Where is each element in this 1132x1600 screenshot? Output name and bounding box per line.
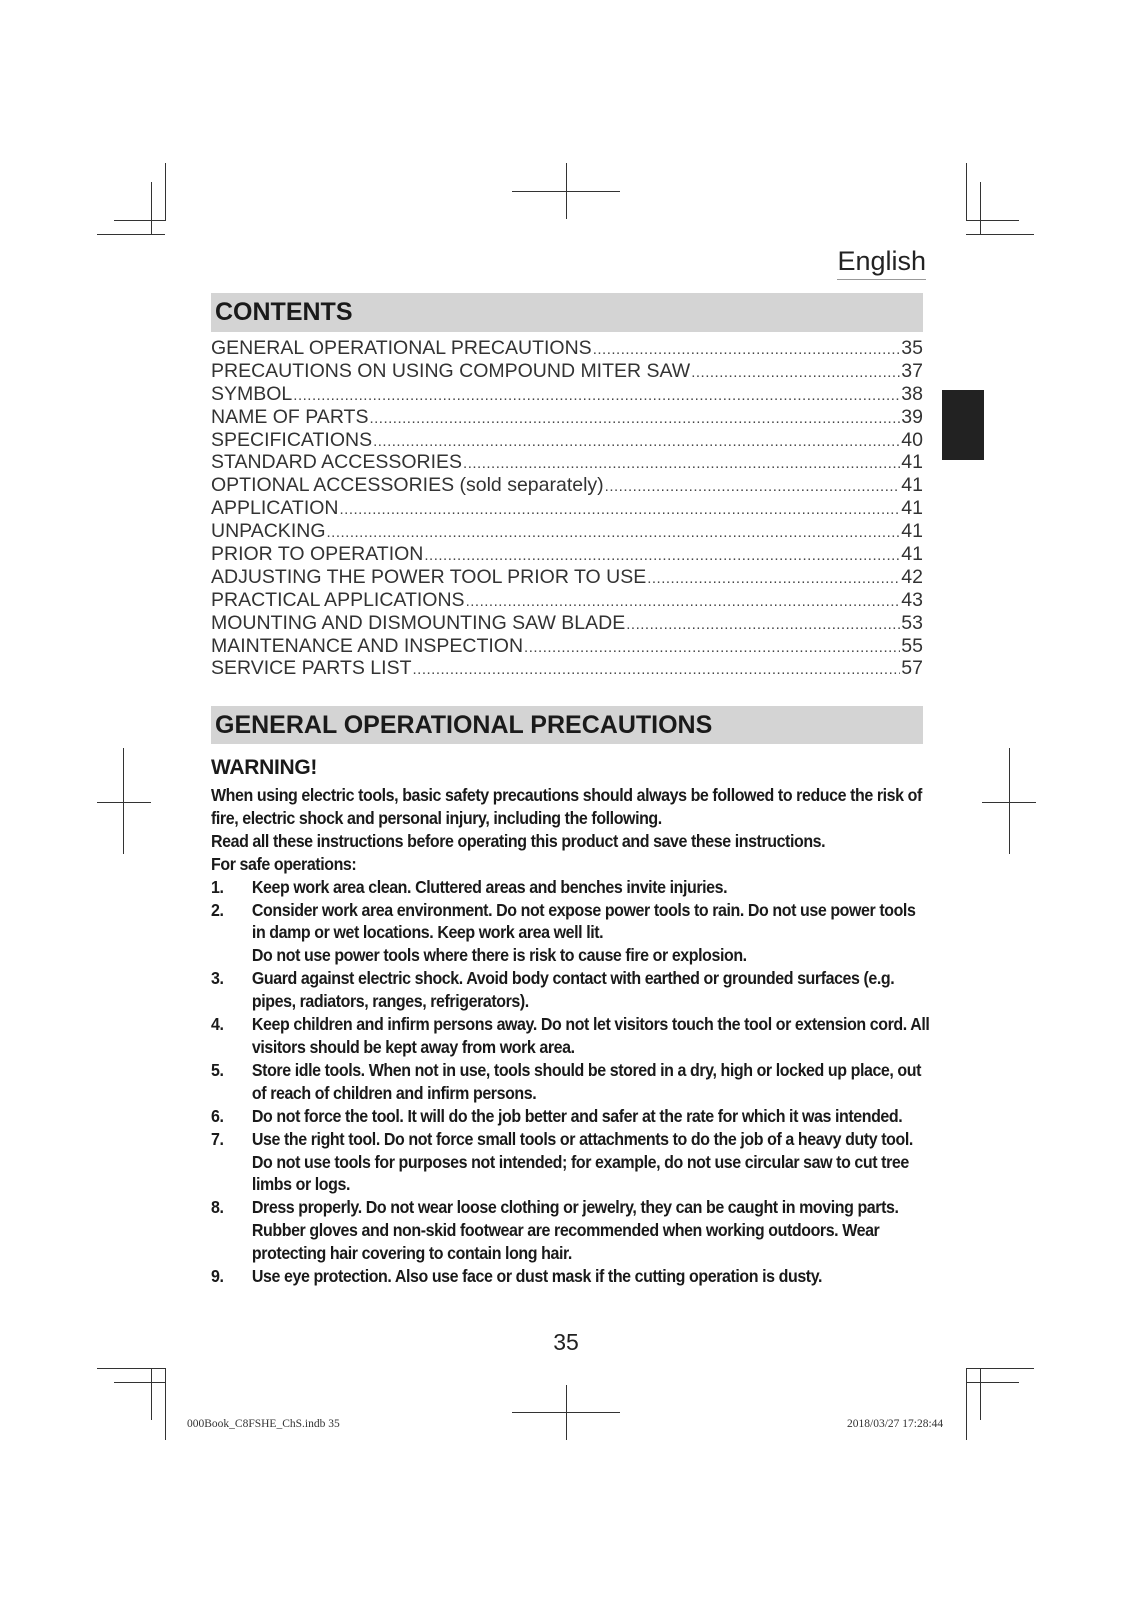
toc-entry-page: 53: [901, 611, 923, 634]
list-item-text: [252, 876, 933, 899]
toc-leader-dots: [524, 639, 900, 656]
toc-entry-page: 41: [901, 543, 923, 566]
crop-mark: [97, 802, 151, 803]
crop-mark: [966, 1382, 1019, 1383]
list-item-line: Use the right tool. Do not force small tools or attachments to do the job of a heavy duty tool. Do not use tools for purposes not intended; for example, do not use circular saw to cut tree limbs or logs.: [251, 1128, 913, 1195]
crop-mark: [982, 802, 1036, 803]
toc-leader-dots: [691, 364, 900, 381]
list-item-number: 8.: [211, 1197, 224, 1218]
list-item-number: 9.: [211, 1266, 224, 1287]
crop-mark: [151, 182, 152, 234]
toc-entry-label: MOUNTING AND DISMOUNTING SAW BLADE: [211, 611, 626, 634]
toc-leader-dots: [327, 524, 901, 541]
toc-entry-page: 35: [901, 337, 923, 359]
crop-mark: [966, 1368, 967, 1440]
toc-entry-page: 38: [901, 382, 923, 405]
list-item-line: Dress properly. Do not wear loose clothing or jewelry, they can be caught in moving parts. Rubber gloves and non-skid footwear are recommended when working outdoors. Wear protecting hair covering to contain long hair.: [251, 1197, 899, 1264]
crop-mark: [980, 182, 981, 234]
toc-entry-page: 57: [901, 657, 923, 680]
toc-entry: [211, 451, 923, 474]
list-item: [211, 1059, 933, 1105]
toc-entry-label: ADJUSTING THE POWER TOOL PRIOR TO USE: [211, 565, 647, 588]
toc-leader-dots: [369, 410, 900, 427]
crop-mark: [512, 191, 620, 192]
table-of-contents: [211, 337, 923, 680]
toc-entry-label: PRACTICAL APPLICATIONS: [211, 588, 465, 611]
list-item-line: Keep children and infirm persons away. Do not let visitors touch the tool or extension cord. All visitors should be kept away from work area.: [251, 1014, 930, 1057]
toc-entry: [211, 474, 923, 497]
list-item: [211, 1128, 933, 1197]
list-item: [211, 1013, 933, 1059]
intro-paragraph: For safe operations:: [211, 853, 357, 874]
toc-entry-page: 55: [901, 634, 923, 657]
list-item-number: 7.: [211, 1128, 224, 1149]
crop-mark: [966, 163, 967, 221]
toc-leader-dots: [340, 501, 901, 518]
section-thumb-tab: [942, 390, 984, 460]
toc-entry-label: NAME OF PARTS: [211, 405, 369, 428]
crop-mark: [114, 220, 165, 221]
crop-mark: [966, 220, 1019, 221]
footer-timestamp: 2018/03/27 17:28:44: [847, 1418, 944, 1430]
toc-entry: [211, 543, 923, 566]
toc-entry: [211, 337, 923, 360]
crop-mark: [123, 748, 124, 854]
crop-mark: [151, 1368, 152, 1420]
toc-entry-label: SERVICE PARTS LIST: [211, 657, 412, 680]
crop-mark: [966, 234, 1034, 235]
page-number: 35: [553, 1329, 579, 1355]
toc-leader-dots: [593, 341, 901, 358]
toc-leader-dots: [463, 455, 900, 472]
crop-mark: [512, 1412, 620, 1413]
list-item-number: 3.: [211, 968, 224, 989]
toc-entry: [211, 429, 923, 452]
toc-entry: [211, 360, 923, 383]
contents-title: CONTENTS: [215, 298, 353, 326]
list-item: [211, 1265, 933, 1288]
list-item-text: [252, 1265, 933, 1288]
list-item-number: 5.: [211, 1059, 224, 1080]
toc-entry-label: UNPACKING: [211, 520, 326, 543]
toc-leader-dots: [424, 547, 900, 564]
precautions-title: GENERAL OPERATIONAL PRECAUTIONS: [215, 711, 713, 739]
toc-entry-page: 41: [901, 497, 923, 520]
toc-entry-page: 41: [901, 474, 923, 497]
list-item-number: 2.: [211, 899, 224, 920]
toc-entry: [211, 406, 923, 429]
list-item-line: Keep work area clean. Cluttered areas and benches invite injuries.: [251, 876, 728, 897]
intro-paragraph: When using electric tools, basic safety precautions should always be followed to reduce the risk of fire, electric shock and personal injury, including the following.: [211, 785, 922, 828]
list-item-line: Consider work area environment. Do not expose power tools to rain. Do not use power tools in damp or wet locations. Keep work area well lit.: [251, 899, 916, 943]
toc-entry-label: STANDARD ACCESSORIES: [211, 451, 463, 474]
crop-mark: [114, 1382, 165, 1383]
list-item-text: [252, 1059, 933, 1105]
language-label: English: [837, 246, 926, 280]
list-item-text: [252, 1128, 933, 1197]
toc-leader-dots: [605, 478, 901, 495]
toc-entry-page: 43: [901, 588, 923, 611]
list-item: [211, 1196, 933, 1265]
toc-entry: [211, 520, 923, 543]
toc-entry-label: OPTIONAL ACCESSORIES (sold separately): [211, 474, 604, 497]
toc-entry-page: 40: [901, 428, 923, 451]
toc-entry: [211, 383, 923, 406]
toc-entry-label: PRECAUTIONS ON USING COMPOUND MITER SAW: [211, 359, 691, 382]
crop-mark: [97, 234, 165, 235]
toc-entry-page: 42: [901, 565, 923, 588]
toc-leader-dots: [626, 616, 900, 633]
toc-leader-dots: [412, 661, 900, 678]
toc-entry-label: GENERAL OPERATIONAL PRECAUTIONS: [211, 337, 592, 359]
toc-entry-page: 39: [901, 405, 923, 428]
list-item-text: [252, 1105, 933, 1128]
list-item-line: Store idle tools. When not in use, tools should be stored in a dry, high or locked up place, out of reach of children and infirm persons.: [251, 1059, 922, 1103]
list-item-number: 1.: [211, 876, 224, 897]
toc-entry-label: PRIOR TO OPERATION: [211, 543, 424, 566]
toc-entry: [211, 566, 923, 589]
toc-entry-label: SPECIFICATIONS: [211, 428, 373, 451]
list-item-number: 4.: [211, 1014, 224, 1035]
toc-entry-label: APPLICATION: [211, 497, 339, 520]
list-item: [211, 876, 933, 899]
toc-entry: [211, 589, 923, 612]
toc-entry-page: 41: [901, 520, 923, 543]
contents-heading: [211, 293, 923, 332]
list-item: [211, 967, 933, 1013]
precautions-list: [211, 876, 933, 1288]
list-item-text: [252, 1013, 933, 1059]
precautions-heading: [211, 706, 923, 744]
toc-entry: [211, 635, 923, 658]
intro-paragraph: Read all these instructions before operating this product and save these instructions.: [211, 830, 826, 851]
list-item-line: Use eye protection. Also use face or dust mask if the cutting operation is dusty.: [251, 1266, 823, 1287]
toc-entry-page: 37: [901, 359, 923, 382]
list-item: [211, 899, 933, 968]
list-item: [211, 1105, 933, 1128]
crop-mark: [966, 1368, 1034, 1369]
toc-leader-dots: [466, 593, 901, 610]
list-item-text: [252, 967, 933, 1013]
crop-mark: [980, 1368, 981, 1420]
toc-entry: [211, 497, 923, 520]
warning-label: WARNING!: [211, 756, 318, 779]
crop-mark: [1009, 748, 1010, 854]
toc-entry: [211, 612, 923, 635]
crop-mark: [165, 163, 166, 221]
toc-entry-page: 41: [901, 451, 923, 474]
toc-leader-dots: [373, 433, 900, 450]
list-item-text: [252, 899, 933, 968]
intro-text: [211, 784, 933, 876]
list-item-line: Do not use power tools where there is risk to cause fire or explosion.: [251, 945, 747, 966]
toc-entry: [211, 657, 923, 680]
crop-mark: [97, 1368, 165, 1369]
list-item-line: Guard against electric shock. Avoid body contact with earthed or grounded surfaces (e.g. pipes, radiators, ranges, refrigerators).: [251, 968, 895, 1012]
list-item-number: 6.: [211, 1105, 224, 1126]
toc-entry-label: MAINTENANCE AND INSPECTION: [211, 634, 524, 657]
list-item-text: [252, 1196, 933, 1265]
toc-entry-label: SYMBOL: [211, 382, 293, 405]
crop-mark: [165, 1368, 166, 1440]
toc-leader-dots: [293, 387, 900, 404]
toc-leader-dots: [647, 570, 900, 587]
list-item-line: Do not force the tool. It will do the job better and safer at the rate for which it was intended.: [251, 1105, 903, 1126]
precautions-body: [211, 756, 933, 1288]
footer-file: 000Book_C8FSHE_ChS.indb 35: [187, 1418, 340, 1430]
